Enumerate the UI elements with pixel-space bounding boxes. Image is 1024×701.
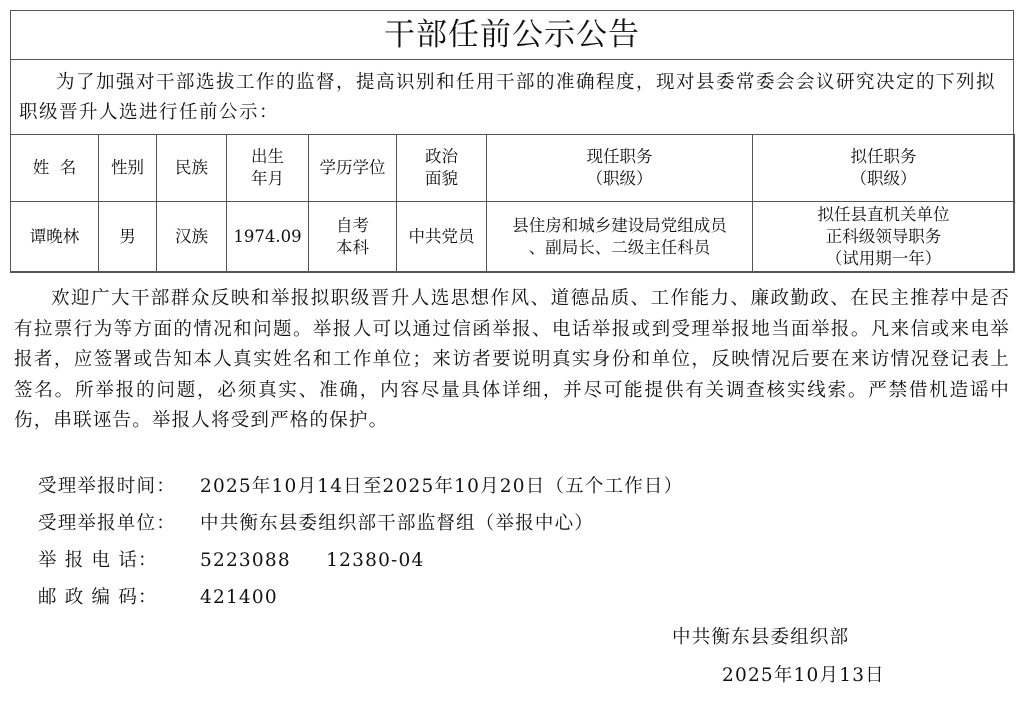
- info-time-value: 2025年10月14日至2025年10月20日（五个工作日）: [200, 476, 684, 497]
- signature-date: 2025年10月13日: [722, 665, 885, 686]
- intro-paragraph: 为了加强对干部选拔工作的监督，提高识别和任用干部的准确程度，现对县委常委会会议研究决定的下列拟职级晋升人选进行任前公示：: [19, 72, 997, 123]
- header-ethnicity: 民族: [157, 135, 227, 202]
- table-header-row: [11, 135, 1015, 202]
- info-unit-value: 中共衡东县委组织部干部监督组（举报中心）: [200, 513, 595, 534]
- header-birth: 出生 年月: [227, 135, 309, 202]
- page-title: 干部任前公示公告: [11, 11, 1013, 60]
- cell-proposed-post: 拟任县直机关单位 正科级领导职务 （试用期一年）: [753, 202, 1015, 273]
- info-post-label: 邮 政 编 码：: [38, 587, 158, 608]
- info-phone: [38, 548, 424, 574]
- info-post-value: 421400: [200, 587, 278, 608]
- cell-political: 中共党员: [397, 202, 487, 273]
- cell-birth: 1974.09: [227, 202, 309, 273]
- notice-frame: [10, 10, 1014, 272]
- cell-name: 谭晚林: [11, 202, 99, 273]
- cell-gender: 男: [99, 202, 157, 273]
- cell-education: 自考 本科: [309, 202, 397, 273]
- candidate-table: [10, 134, 1015, 273]
- header-proposed-post: 拟任职务 （职级）: [753, 135, 1015, 202]
- cell-ethnicity: 汉族: [157, 202, 227, 273]
- header-gender: 性别: [99, 135, 157, 202]
- header-political: 政治 面貌: [397, 135, 487, 202]
- info-unit-label: 受理举报单位：: [38, 513, 176, 534]
- cell-current-post: 县住房和城乡建设局党组成员 、副局长、二级主任科员: [487, 202, 753, 273]
- info-post: [38, 585, 278, 611]
- info-time-label: 受理举报时间：: [38, 476, 176, 497]
- info-time: [38, 474, 683, 500]
- header-current-post: 现任职务 （职级）: [487, 135, 753, 202]
- info-phone-value: 5223088 12380-04: [200, 550, 425, 571]
- info-unit: [38, 511, 594, 537]
- signature-org: 中共衡东县委组织部: [672, 627, 850, 648]
- info-phone-label: 举 报 电 话：: [38, 550, 158, 571]
- header-name: 姓 名: [11, 135, 99, 202]
- header-education: 学历学位: [309, 135, 397, 202]
- body-paragraph: 欢迎广大干部群众反映和举报拟职级晋升人选思想作风、道德品质、工作能力、廉政勤政、在民主推荐中是否有拉票行为等方面的情况和问题。举报人可以通过信函举报、电话举报或到受理举报地当面举报。凡来信或来电举报者，应签署或告知本人真实姓名和工作单位；来访者要说明真实身份和单位，反映情况后要在来访情况登记表上签名。所举报的问题，必须真实、准确，内容尽量具体详细，并尽可能提供有关调查核实线索。严禁借机造谣中伤，串联诬告。举报人将受到严格的保护。: [14, 288, 1010, 431]
- table-row: [11, 202, 1015, 273]
